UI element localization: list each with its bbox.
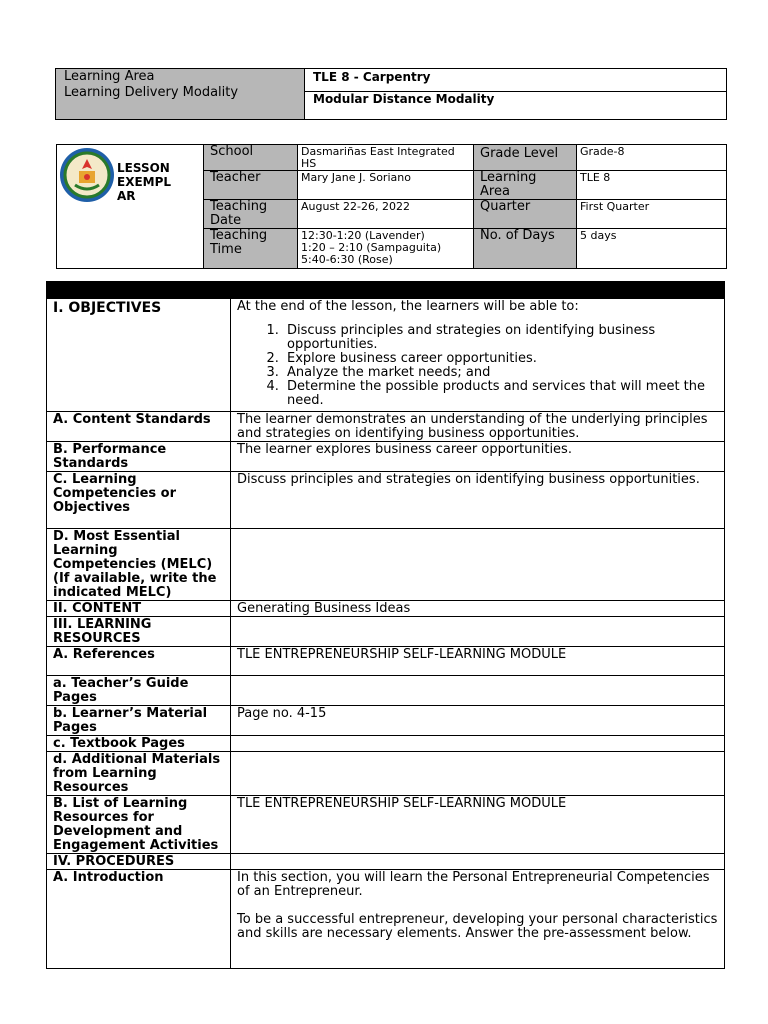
subject-value: TLE 8 - Carpentry [305,69,727,92]
procedures-value [231,854,725,870]
delivery-modality-label: Learning Delivery Modality [64,85,239,100]
objective-4: 4. Determine the possible products and services that will meet the need. [283,380,718,408]
objectives-intro: At the end of the lesson, the learners will be able to: [237,299,579,314]
teaching-date-label: Teaching Date [204,200,298,229]
time-line-1: 12:30-1:20 (Lavender) [301,229,425,242]
lesson-exemplar-title: LESSON EXEMPL AR [117,161,172,203]
objectives-cell [231,299,725,412]
introduction-paragraph-2: To be a successful entrepreneur, developing your personal characteristics and skills are necessary elements. Answer the pre-assessment below. [237,912,718,941]
learning-area-label: Learning Area [64,69,155,84]
grade-value: Grade-8 [577,145,727,171]
teaching-time-label: Teaching Time [204,229,298,269]
quarter-value: First Quarter [577,200,727,229]
additional-materials-label: d. Additional Materials from Learning Resources [47,752,231,796]
content-label: II. CONTENT [47,601,231,617]
learning-resources-value [231,617,725,647]
content-standards-label: A. Content Standards [47,412,231,442]
content-standards-value: The learner demonstrates an understanding of the underlying principles and strategies on identifying business opportunities. [231,412,725,442]
objective-3: 3. Analyze the market needs; and [283,366,718,380]
performance-standards-value: The learner explores business career opportunities. [231,442,725,472]
introduction-label: A. Introduction [47,870,231,969]
introduction-paragraph-1: In this section, you will learn the Personal Entrepreneurial Competencies of an Entrepreneur. [237,870,710,899]
days-label: No. of Days [474,229,577,269]
learning-area-label-2: Learning Area [474,171,577,200]
references-value: TLE ENTREPRENEURSHIP SELF-LEARNING MODULE [231,647,725,676]
content-value: Generating Business Ideas [231,601,725,617]
info-table [56,144,727,269]
school-value: Dasmariñas East Integrated HS [298,145,474,171]
teachers-guide-label: a. Teacher’s Guide Pages [47,676,231,706]
header-table [55,68,727,120]
header-bar [47,282,725,299]
teachers-guide-value [231,676,725,706]
days-value: 5 days [577,229,727,269]
objectives-row [47,299,725,412]
teaching-date-value: August 22-26, 2022 [298,200,474,229]
quarter-label: Quarter [474,200,577,229]
teacher-label: Teacher [204,171,298,200]
grade-label: Grade Level [474,145,577,171]
learning-competencies-label: C. Learning Competencies or Objectives [47,472,231,529]
school-seal-icon [59,147,115,203]
introduction-value [231,870,725,969]
logo-cell [57,145,204,269]
melc-value [231,529,725,601]
textbook-value [231,736,725,752]
header-left-cell [56,69,305,120]
learning-competencies-value: Discuss principles and strategies on identifying business opportunities. [231,472,725,529]
list-of-resources-label: B. List of Learning Resources for Development and Engagement Activities [47,796,231,854]
references-label: A. References [47,647,231,676]
school-label: School [204,145,298,171]
additional-materials-value [231,752,725,796]
teaching-time-value [298,229,474,269]
textbook-label: c. Textbook Pages [47,736,231,752]
modality-value: Modular Distance Modality [305,92,727,120]
learning-resources-label: III. LEARNING RESOURCES [47,617,231,647]
procedures-label: IV. PROCEDURES [47,854,231,870]
lesson-table [46,281,725,969]
time-line-3: 5:40-6:30 (Rose) [301,253,393,266]
learners-material-label: b. Learner’s Material Pages [47,706,231,736]
learning-area-value: TLE 8 [577,171,727,200]
objective-2: 2. Explore business career opportunities. [283,352,718,366]
teacher-value: Mary Jane J. Soriano [298,171,474,200]
objectives-label: I. OBJECTIVES [47,299,231,412]
objective-1: 1. Discuss principles and strategies on identifying business opportunities. [283,324,718,352]
learners-material-value: Page no. 4-15 [231,706,725,736]
list-of-resources-value: TLE ENTREPRENEURSHIP SELF-LEARNING MODULE [231,796,725,854]
objectives-list [237,324,718,408]
melc-label: D. Most Essential Learning Competencies (MELC) (If available, write the indicated MELC) [47,529,231,601]
time-line-2: 1:20 – 2:10 (Sampaguita) [301,241,442,254]
performance-standards-label: B. Performance Standards [47,442,231,472]
